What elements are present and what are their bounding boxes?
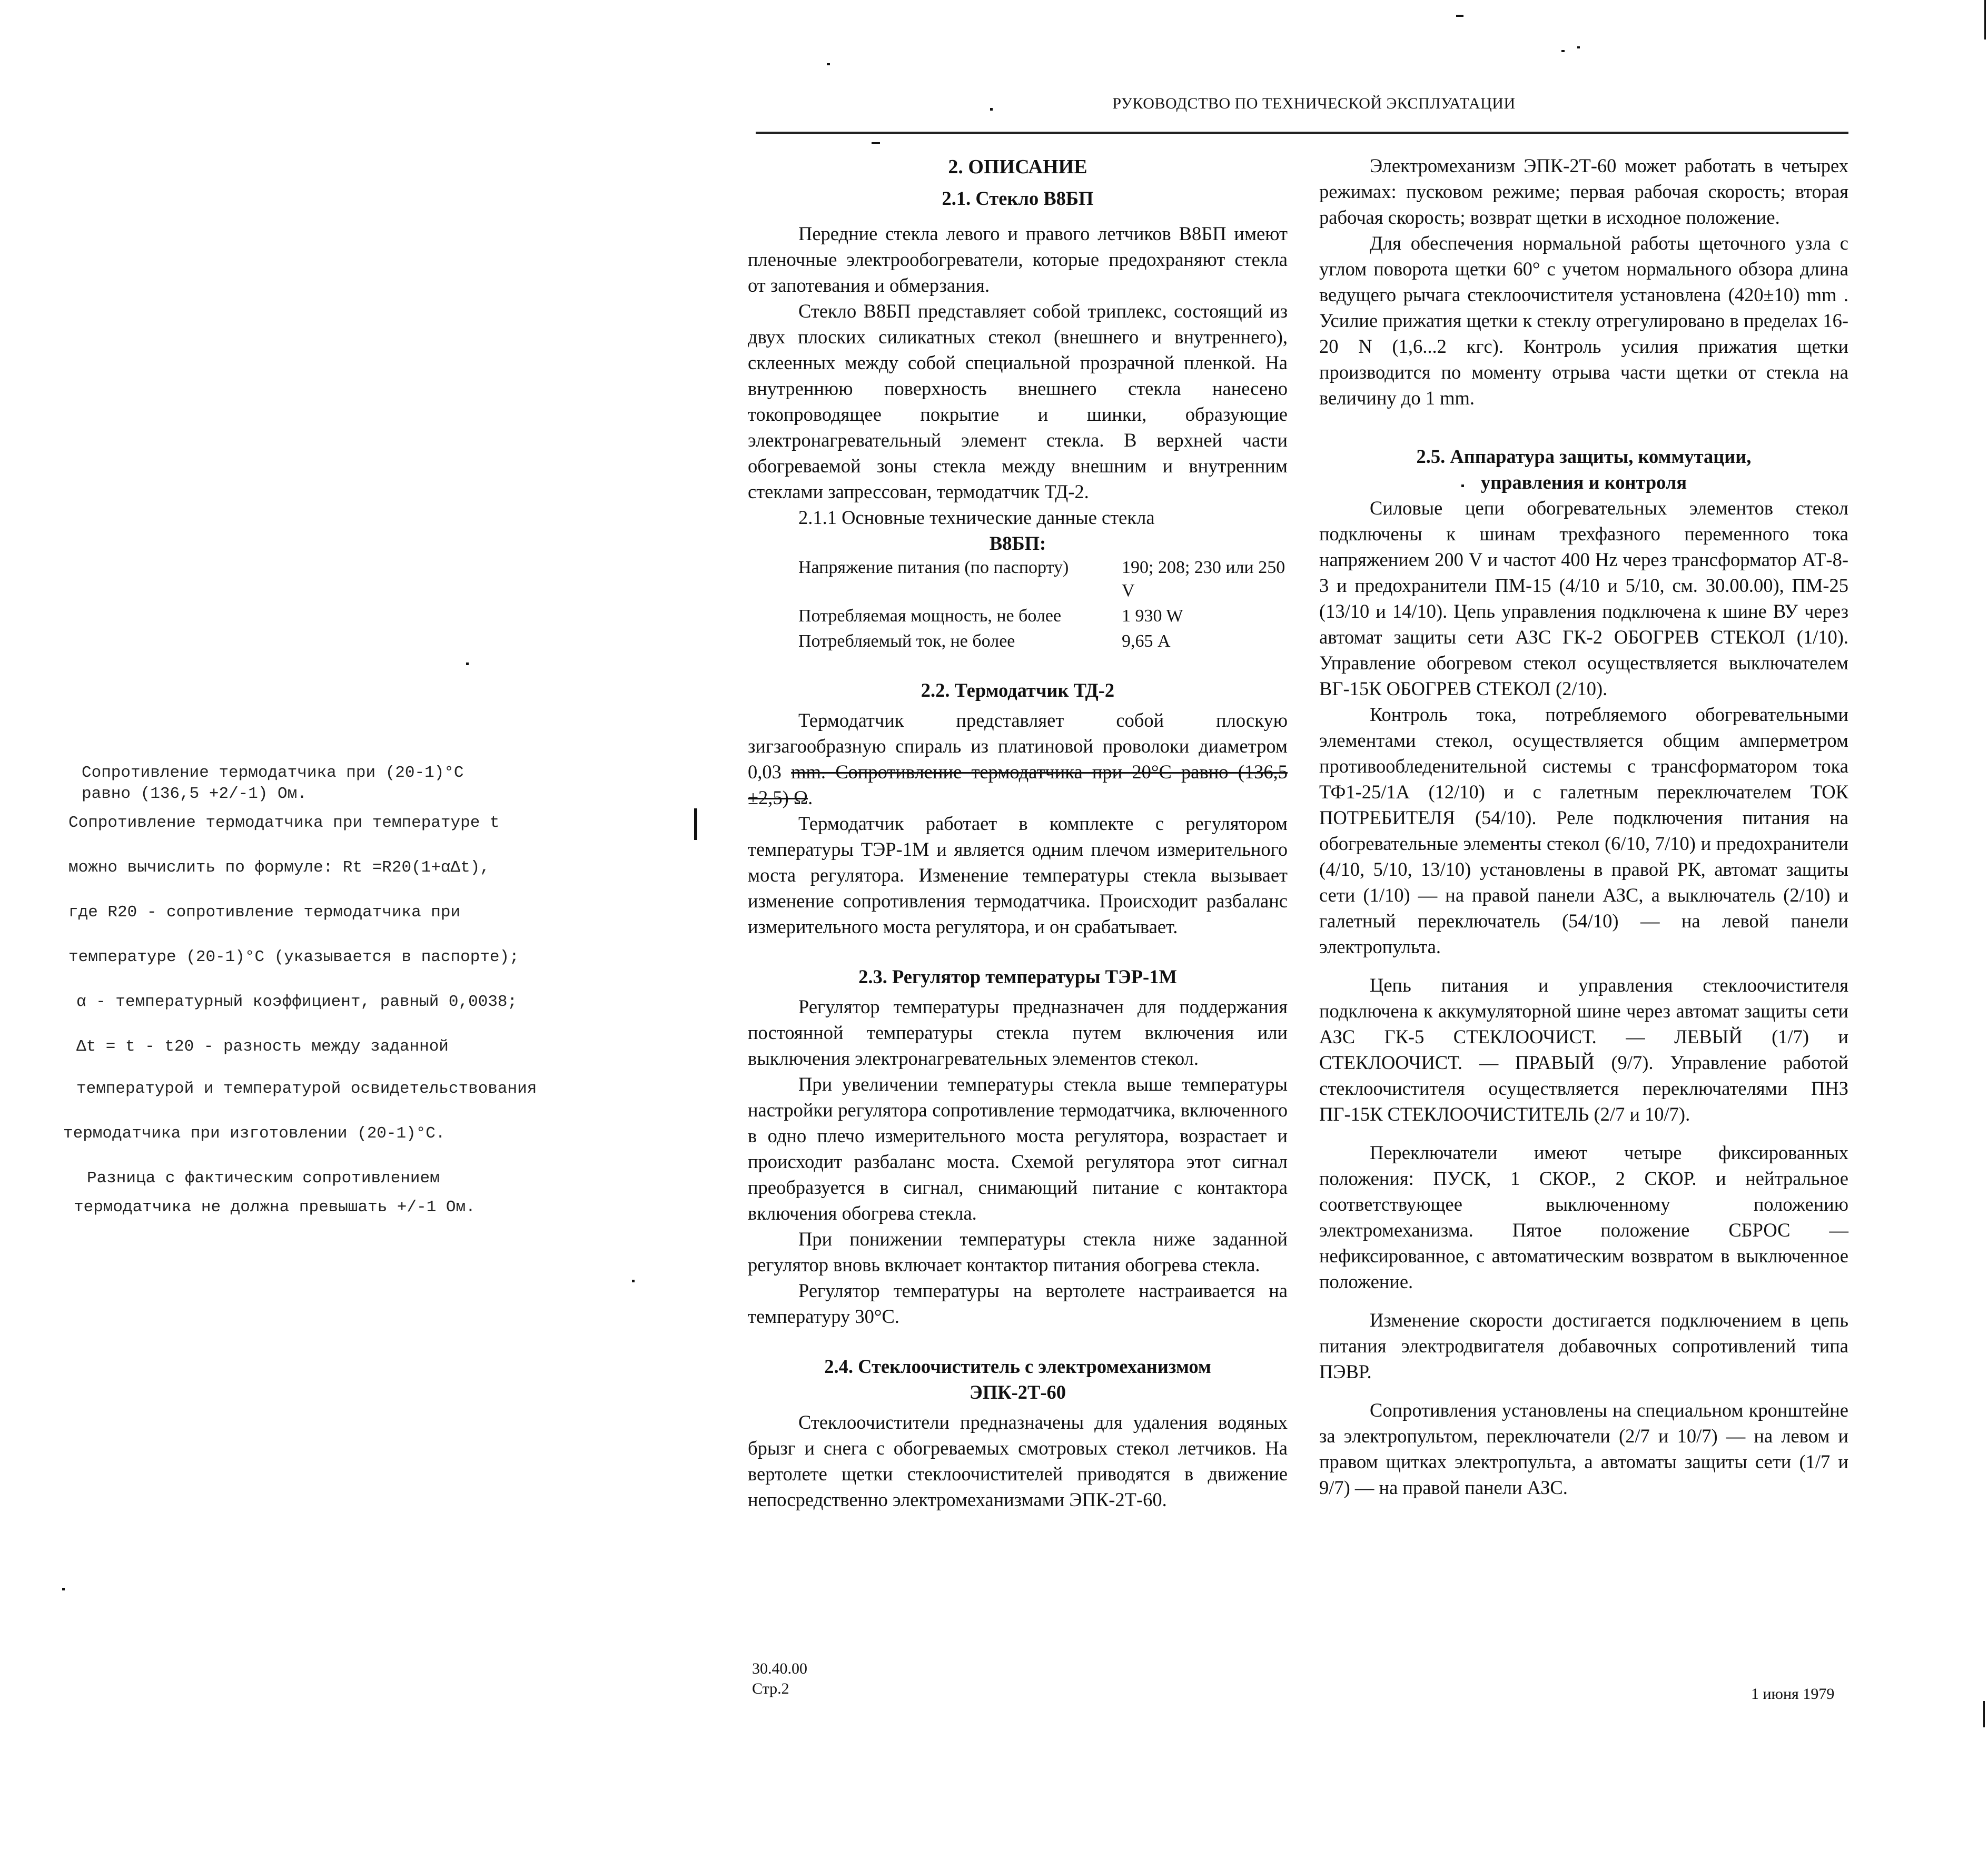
header-rule — [756, 132, 1848, 134]
specs-subtitle: В8БП: — [989, 532, 1046, 554]
scan-speck — [632, 1280, 635, 1282]
paragraph: При понижении температуры стекла ниже заданной регулятор вновь включает контактор питания обогрева стекла. — [748, 1228, 1288, 1275]
spec-value: 190; 208; 230 или 250 V — [1122, 558, 1285, 600]
column-left — [748, 154, 1288, 1512]
scan-speck — [62, 1588, 65, 1590]
subsection-heading-2-1: 2.1. Стекло В8БП — [942, 187, 1094, 209]
note-line: где R20 - сопротивление термодатчика при — [68, 903, 461, 922]
paragraph: Контроль тока, потребляемого обогревательными элементами стекол, осуществляется общим амперметром противообледенительной системы с трансформатором тока ТФ1-25/1А (12/10) и с галетным переключателем ТОК ПОТРЕБИТЕЛЯ (54/10). Реле подключения питания на обогревательные элементы стекол (6/10, 7/10) и предохранители (4/10, 5/10, 13/10) установлены в правой РК, автомат защиты сети (1/10) — на правой панели АЗС, а выключатель (2/10) и галетный переключатель (54/10) — на левой панели электропульта. — [1319, 704, 1848, 957]
paragraph — [748, 707, 1288, 810]
subsection-heading-2-5: 2.5. Аппаратура защиты, коммутации, — [1416, 446, 1752, 467]
note-line: температуре (20-1)°С (указывается в паспорте); — [68, 948, 519, 966]
scan-speck — [466, 662, 469, 665]
edge-line — [1984, 0, 1986, 39]
paragraph: Силовые цепи обогревательных элементов стекол подключены к шинам трехфазного переменного тока напряжением 200 V и частот 400 Hz через трансформатор АТ-8-3 и предохранители ПМ-15 (4/10 и 5/10, см. 30.00.00), ПМ-25 (13/10 и 14/10). Цепь управления подключена к шине ВУ через автомат защиты сети АЗС ГК-2 ОБОГРЕВ СТЕКОЛ (1/10). Управление обогревом стекол осуществляется выключателем ВГ-15К ОБОГРЕВ СТЕКОЛ (2/10). — [1319, 497, 1848, 699]
note-line: равно (136,5 +2/-1) Ом. — [82, 785, 307, 803]
paragraph: Электромеханизм ЭПК-2Т-60 может работать в четырех режимах: пусковом режиме; первая рабочая скорость; вторая рабочая скорость; возврат щетки в исходное положение. — [1319, 155, 1848, 228]
edge-line — [1983, 1701, 1985, 1727]
paragraph: Регулятор температуры на вертолете настраивается на температуру 30°С. — [748, 1280, 1288, 1327]
paragraph: Стекло В8БП представляет собой триплекс, состоящий из двух плоских силикатных стекол (внешнего и внутреннего), склеенных между собой специальной прозрачной пленкой. На внутреннюю поверхность внешнего стекла нанесено токопроводящее покрытие и шинки, образующие электронагревательный элемент стекла. В верхней части обогреваемой зоны стекла между внешним и внутренним стеклами запрессован, термодатчик ТД-2. — [748, 300, 1288, 502]
doc-code: 30.40.00 — [752, 1660, 807, 1677]
spec-value: 9,65 А — [1122, 631, 1171, 651]
paragraph: Стеклоочистители предназначены для удаления водяных брызг и снега с обогреваемых смотровых стекол летчиков. На вертолете щетки стеклоочистителей приводятся в движение непосредственно электромеханизмами ЭПК-2Т-60. — [748, 1411, 1288, 1510]
typewritten-note — [0, 0, 685, 1264]
running-header: РУКОВОДСТВО ПО ТЕХНИЧЕСКОЙ ЭКСПЛУАТАЦИИ — [1112, 95, 1516, 112]
scan-speck — [1577, 46, 1580, 48]
note-line: Δt = t - t20 - разность между заданной — [76, 1037, 449, 1056]
subsection-heading-2-4-line2: ЭПК-2Т-60 — [969, 1381, 1066, 1403]
paragraph: Сопротивления установлены на специальном кронштейне за электропультом, переключатели (2/7 и 10/7) — на левом и правом щитках электропульта, а автоматы защиты сети (1/7 и 9/7) — на правой панели АЗС. — [1319, 1399, 1848, 1498]
subsection-heading-2-4: 2.4. Стеклоочиститель с электромеханизмом — [824, 1356, 1211, 1377]
spec-key: Потребляемый ток, не более — [798, 631, 1015, 651]
column-right — [1319, 153, 1848, 1500]
scan-speck — [872, 142, 880, 144]
note-line: Сопротивление термодатчика при температуре t — [68, 814, 500, 832]
scan-speck — [990, 108, 993, 111]
note-line: Сопротивление термодатчика при (20-1)°С — [82, 764, 464, 782]
subsection-heading-2-2: 2.2. Термодатчик ТД-2 — [921, 679, 1115, 701]
note-line: можно вычислить по формуле: Rt =R20(1+αΔt), — [68, 858, 490, 877]
spec-key: Напряжение питания (по паспорту) — [798, 558, 1069, 577]
struck-text: mm. Сопротивление термодатчика при 20°С равно (136,5 ±2,5) Ω — [748, 761, 1288, 808]
paragraph: Регулятор температуры предназначен для поддержания постоянной температуры стекла путем включения или выключения электронагревательных элементов стекол. — [748, 996, 1288, 1069]
specs-title: 2.1.1 Основные технические данные стекла — [798, 507, 1155, 528]
paragraph: Для обеспечения нормальной работы щеточного узла с углом поворота щетки 60° с учетом нормального обзора длина ведущего рычага стеклоочистителя установлена (420±10) mm . Усилие прижатия щетки к стеклу отрегулировано в пределах 16-20 N (1,6...2 кгс). Контроль усилия прижатия щетки производится по моменту отрыва части щетки от стекла на величину до 1 mm. — [1319, 232, 1848, 409]
paragraph: Цепь питания и управления стеклоочистителя подключена к аккумуляторной шине через автомат защиты сети АЗС ГК-5 СТЕКЛООЧИСТ. — ЛЕВЫЙ (1/7) и СТЕКЛООЧИСТ. — ПРАВЫЙ (9/7). Управление работой стеклоочистителя осуществляется переключателями ПНЗ ПГ-15К СТЕКЛООЧИСТИТЕЛЬ (2/7 и 10/7). — [1319, 974, 1848, 1125]
note-line: Разница с фактическим сопротивлением — [87, 1169, 440, 1188]
margin-bar-mark — [694, 808, 697, 840]
scan-speck — [1456, 15, 1463, 17]
paragraph-text: . — [808, 787, 813, 808]
spec-row — [748, 556, 1288, 602]
note-line: термодатчика не должна превышать +/-1 Ом. — [74, 1198, 476, 1217]
paragraph: Переключатели имеют четыре фиксированных положения: ПУСК, 1 СКОР., 2 СКОР. и нейтральное соответствующее выключенному положению электромеханизма. Пятое положение СБРОС — нефиксированное, с автоматическим возвратом в выключенное положение. — [1319, 1142, 1848, 1292]
paragraph: При увеличении температуры стекла выше температуры настройки регулятора сопротивление термодатчика, включенного в одно плечо измерительного моста регулятора, возрастает и происходит разбаланс моста. Схемой регулятора этот сигнал преобразуется в сигнал, снимающий питание с контактора включения обогрева стекла. — [748, 1073, 1288, 1224]
paragraph: Термодатчик работает в комплекте с регулятором температуры ТЭР-1М и является одним плечом измерительного моста регулятора. Изменение температуры стекла вызывает изменение сопротивления термодатчика. Происходит разбаланс измерительного моста регулятора, и он срабатывает. — [748, 813, 1288, 937]
spec-key: Потребляемая мощность, не более — [798, 606, 1062, 626]
note-line: α - температурный коэффициент, равный 0,0038; — [76, 993, 518, 1011]
page-number: Стр.2 — [752, 1680, 789, 1697]
spec-value: 1 930 W — [1122, 606, 1183, 626]
spec-row — [748, 630, 1288, 653]
note-line: температурой и температурой освидетельствования — [76, 1080, 537, 1098]
paragraph: Передние стекла левого и правого летчиков В8БП имеют пленочные электрообогреватели, которые предохраняют стекла от запотевания и обмерзания. — [748, 223, 1288, 296]
scan-speck — [1561, 50, 1565, 52]
subsection-heading-2-5-line2: управления и контроля — [1480, 471, 1687, 493]
footer-left — [752, 1659, 807, 1699]
scan-speck — [827, 63, 830, 65]
scan-speck — [1461, 484, 1464, 487]
footer-date: 1 июня 1979 — [1751, 1685, 1835, 1703]
note-line: термодатчика при изготовлении (20-1)°С. — [63, 1124, 446, 1143]
subsection-heading-2-3: 2.3. Регулятор температуры ТЭР-1М — [858, 966, 1177, 987]
paragraph-text: Термодатчик представляет собой плоскую зигзагообразную спираль из платиновой проволоки диаметром 0,03 — [748, 709, 1288, 783]
specs-table — [748, 556, 1288, 653]
section-title: 2. ОПИСАНИЕ — [948, 156, 1087, 178]
paragraph: Изменение скорости достигается подключением в цепь питания электродвигателя добавочных сопротивлений типа ПЭВР. — [1319, 1309, 1848, 1382]
spec-row — [748, 605, 1288, 628]
